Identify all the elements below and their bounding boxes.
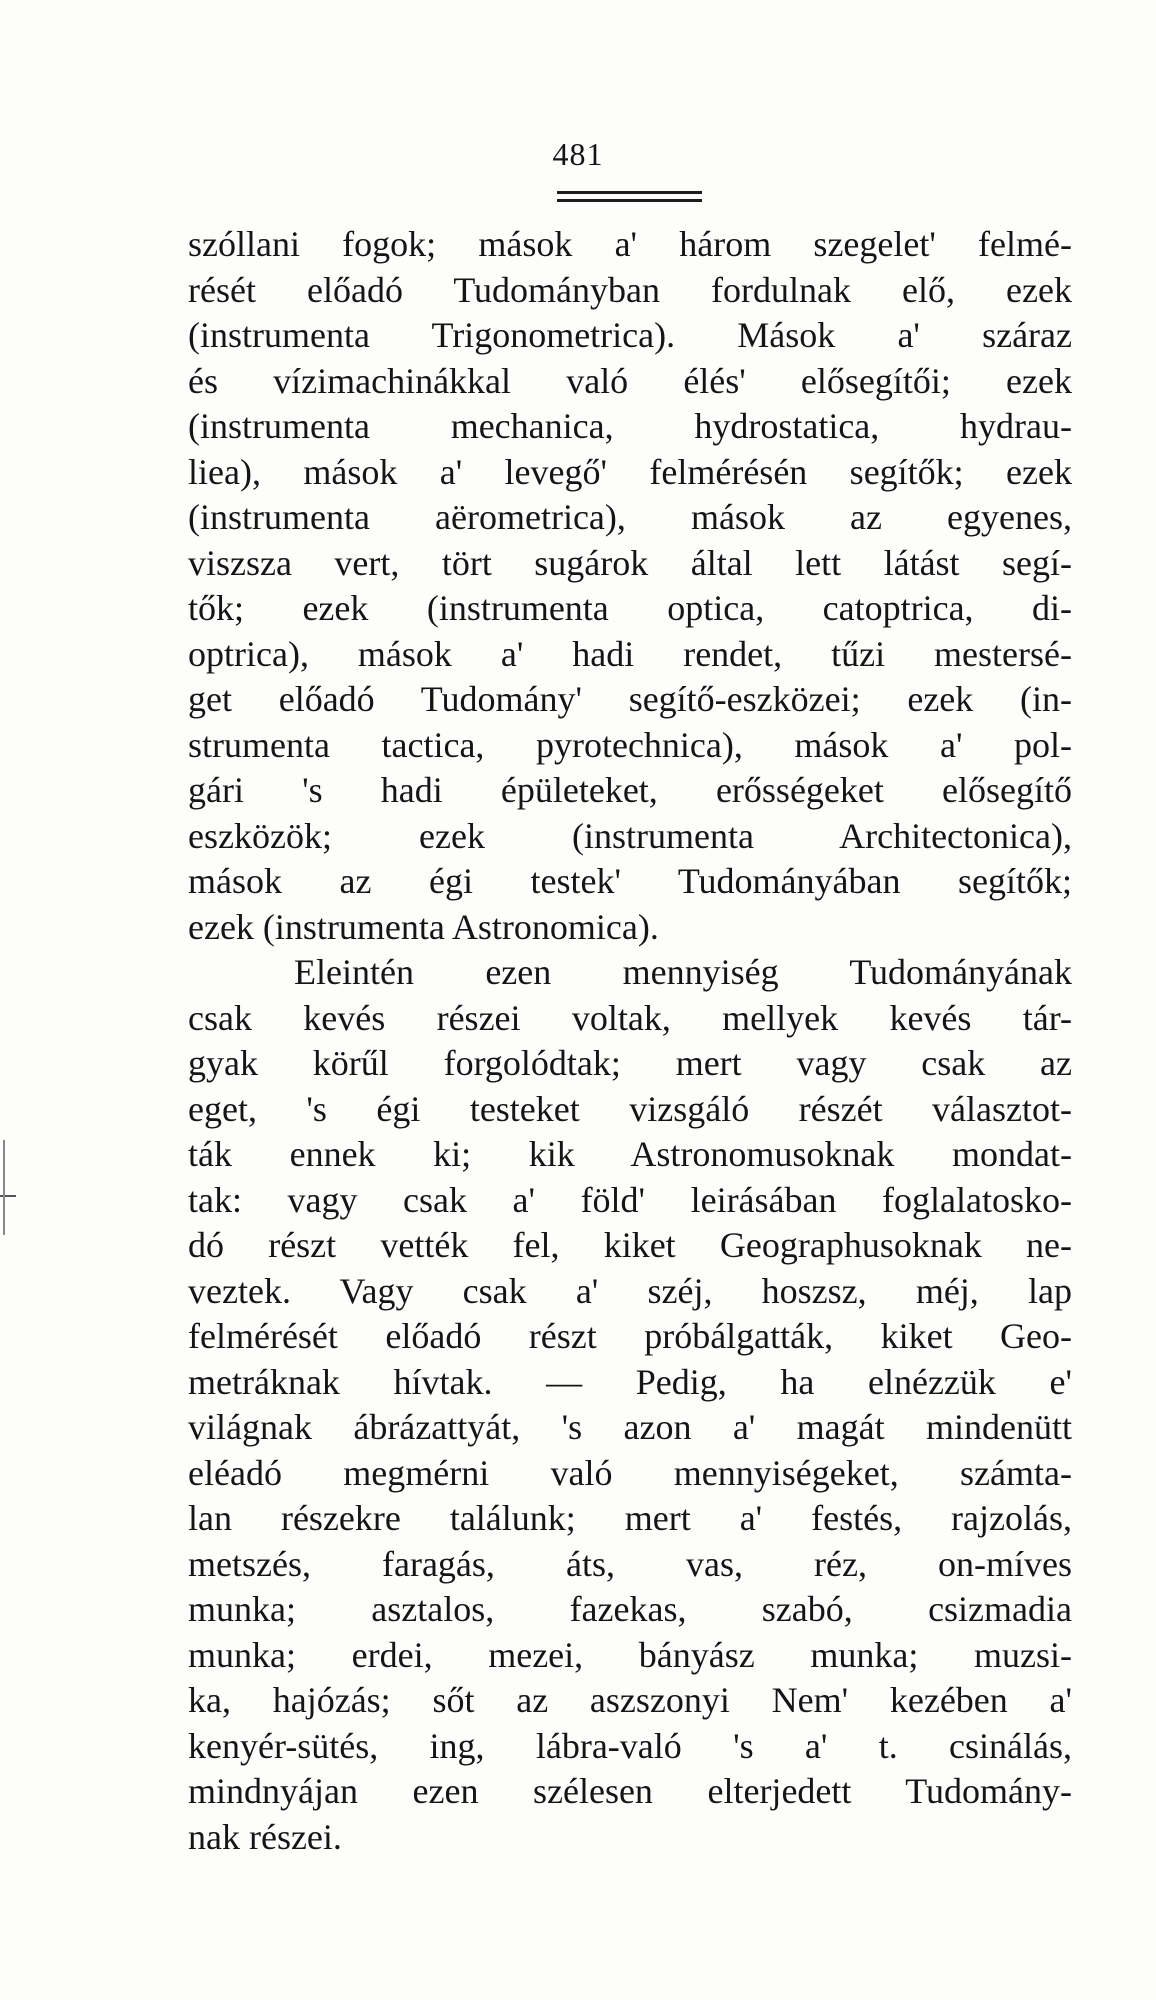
margin-mark xyxy=(3,1140,5,1235)
text-line: ka, hajózás; sőt az aszszonyi Nem' kezében a' xyxy=(188,1680,1072,1720)
text-line: (instrumenta Trigonometrica). Mások a' száraz xyxy=(188,315,1072,355)
text-line: csak kevés részei voltak, mellyek kevés tár- xyxy=(188,997,1072,1038)
text-line: ezek (instrumenta Astronomica). xyxy=(188,906,659,947)
text-line: eszközök; ezek (instrumenta Architectonica), xyxy=(188,815,1072,856)
text-line: eget, 's égi testeket vizsgáló részét választot- xyxy=(188,1088,1072,1129)
text-line: munka; asztalos, fazekas, szabó, csizmadia xyxy=(188,1589,1072,1629)
page-number: 481 xyxy=(552,136,604,172)
text-line: szóllani fogok; mások a' három szegelet' felmé- xyxy=(188,224,1072,264)
text-line: (instrumenta aërometrica), mások az egyenes, xyxy=(188,497,1072,537)
text-line: veztek. Vagy csak a' széj, hoszsz, méj, lap xyxy=(188,1270,1072,1311)
text-line: (instrumenta mechanica, hydrostatica, hydrau- xyxy=(188,406,1072,446)
text-line: metráknak hívtak. — Pedig, ha elnézzük e' xyxy=(188,1361,1072,1402)
text-line: liea), mások a' levegő' felmérésén segítők; ezek xyxy=(188,451,1072,492)
text-line: rését előadó Tudományban fordulnak elő, ezek xyxy=(188,269,1072,310)
text-line: világnak ábrázattyát, 's azon a' magát mindenütt xyxy=(188,1407,1072,1447)
text-line: metszés, faragás, áts, vas, réz, on-míves xyxy=(188,1543,1072,1584)
text-line: tők; ezek (instrumenta optica, catoptrica, di- xyxy=(188,588,1072,628)
text-line: mindnyájan ezen szélesen elterjedett Tudomány- xyxy=(188,1771,1072,1811)
text-line: nak részei. xyxy=(188,1816,342,1857)
text-line: get előadó Tudomány' segítő-eszközei; ezek (in- xyxy=(188,679,1072,719)
text-line: munka; erdei, mezei, bányász munka; muzsi- xyxy=(188,1634,1072,1675)
text-line: viszsza vert, tört sugárok által lett látást segí- xyxy=(188,542,1072,583)
text-line: lan részekre találunk; mert a' festés, rajzolás, xyxy=(188,1498,1072,1538)
text-line: Eleintén ezen mennyiség Tudományának xyxy=(294,952,1072,992)
text-line: és vízimachinákkal való élés' elősegítői; ezek xyxy=(188,360,1072,401)
text-line: ták ennek ki; kik Astronomusoknak mondat- xyxy=(188,1134,1072,1174)
text-line: mások az égi testek' Tudományában segítők; xyxy=(188,861,1072,901)
text-line: felmérését előadó részt próbálgatták, kiket Geo- xyxy=(188,1316,1072,1356)
text-line: gyak körűl forgolódtak; mert vagy csak az xyxy=(188,1043,1072,1083)
text-line: kenyér-sütés, ing, lábra-való 's a' t. csinálás, xyxy=(188,1725,1072,1766)
text-line: optrica), mások a' hadi rendet, tűzi mestersé- xyxy=(188,633,1072,674)
text-line: strumenta tactica, pyrotechnica), mások a' pol- xyxy=(188,724,1072,765)
text-line: tak: vagy csak a' föld' leirásában foglalatosko- xyxy=(188,1179,1072,1220)
text-line: dó részt vették fel, kiket Geographusoknak ne- xyxy=(188,1225,1072,1265)
body-text xyxy=(188,222,1072,1860)
text-line: eléadó megmérni való mennyiségeket, számta- xyxy=(188,1452,1072,1493)
text-line: gári 's hadi épületeket, erősségeket elősegítő xyxy=(188,770,1072,810)
header-double-rule xyxy=(557,191,702,202)
